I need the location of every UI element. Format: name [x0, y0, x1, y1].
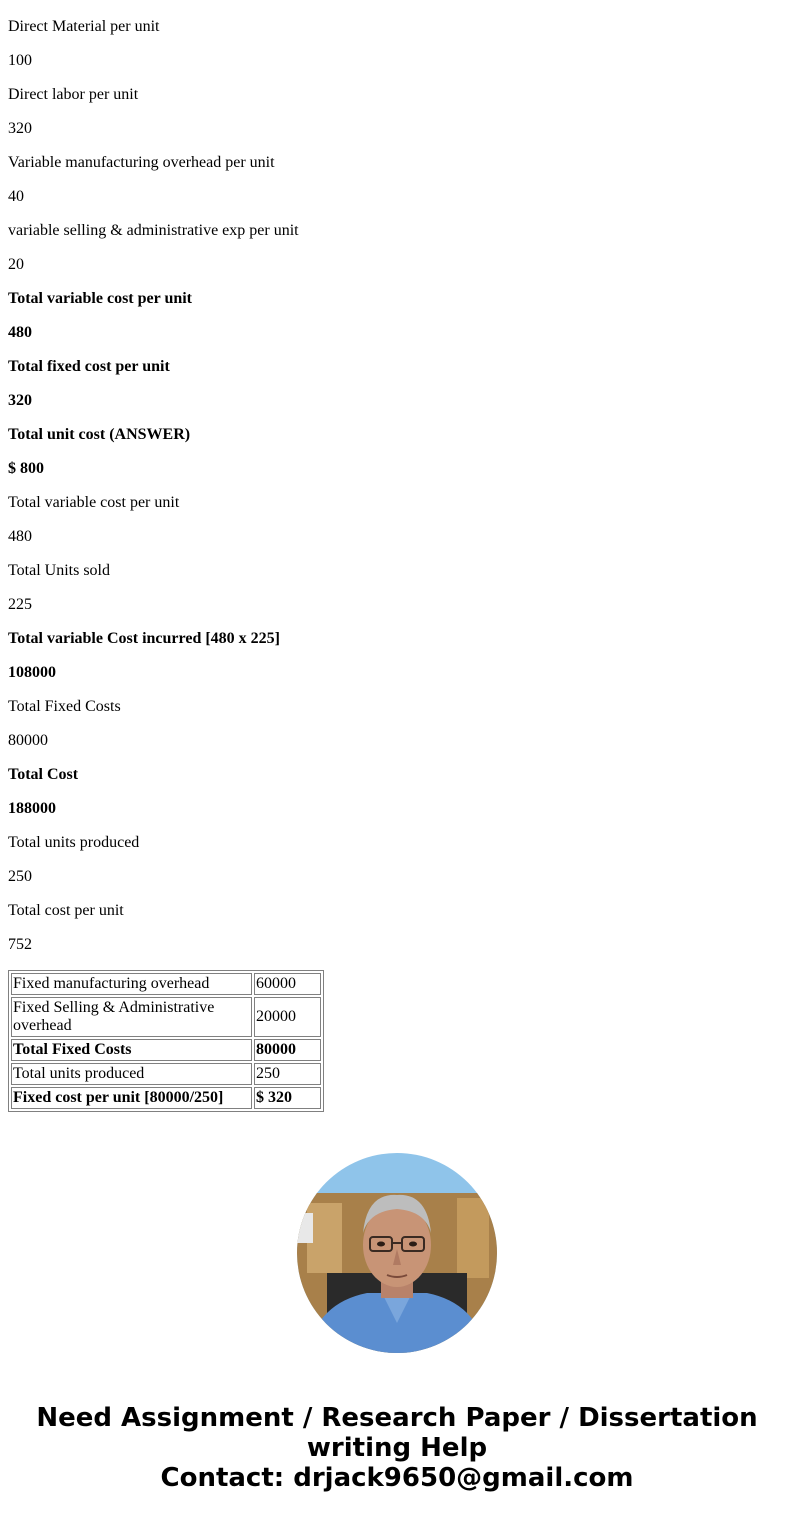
fixed-cost-table	[8, 970, 324, 1112]
table-row	[11, 1063, 321, 1085]
promo-line-1: Need Assignment / Research Paper / Dissertation	[36, 1403, 758, 1433]
text-line: Total Fixed Costs	[8, 698, 121, 715]
text-line: 480	[8, 528, 32, 545]
text-line: Total Cost	[8, 766, 79, 783]
table-row	[11, 997, 321, 1037]
text-line: variable selling & administrative exp per unit	[8, 222, 299, 239]
text-line: Total variable Cost incurred [480 x 225]	[8, 630, 280, 647]
text-line: Total variable cost per unit	[8, 494, 180, 511]
document-body	[8, 0, 786, 1112]
text-line	[8, 0, 786, 2]
text-line: Direct Material per unit	[8, 18, 160, 35]
table-cell-value: 60000	[254, 973, 321, 995]
text-line: Total fixed cost per unit	[8, 358, 170, 375]
text-line: 320	[8, 392, 32, 409]
text-line: Direct labor per unit	[8, 86, 139, 103]
promo-contact: Contact: drjack9650@gmail.com	[160, 1463, 634, 1493]
text-line: Total cost per unit	[8, 902, 124, 919]
text-line: Variable manufacturing overhead per unit	[8, 154, 275, 171]
table-row	[11, 1039, 321, 1061]
author-avatar	[297, 1153, 497, 1353]
table-cell-value: 250	[254, 1063, 321, 1085]
text-line: 250	[8, 868, 32, 885]
table-cell-value: 20000	[254, 997, 321, 1037]
text-line: 480	[8, 324, 32, 341]
table-row	[11, 973, 321, 995]
text-line: Total unit cost (ANSWER)	[8, 426, 191, 443]
table-row	[11, 1087, 321, 1109]
text-line: Total variable cost per unit	[8, 290, 193, 307]
table-cell-value: $ 320	[254, 1087, 321, 1109]
text-line: 108000	[8, 664, 56, 681]
text-line: 320	[8, 120, 32, 137]
text-line: 188000	[8, 800, 56, 817]
calculation-lines	[8, 0, 786, 954]
text-line: 40	[8, 188, 24, 205]
text-line: 100	[8, 52, 32, 69]
table-cell-label: Total units produced	[11, 1063, 252, 1085]
text-line: 752	[8, 936, 32, 953]
text-line: 80000	[8, 732, 48, 749]
table-cell-label: Fixed cost per unit [80000/250]	[11, 1087, 252, 1109]
text-line: Total units produced	[8, 834, 140, 851]
text-line: 20	[8, 256, 24, 273]
table-cell-label: Fixed manufacturing overhead	[11, 973, 252, 995]
text-line: 225	[8, 596, 32, 613]
text-line: Total Units sold	[8, 562, 110, 579]
table-cell-value: 80000	[254, 1039, 321, 1061]
table-cell-label: Fixed Selling & Administrative overhead	[11, 997, 252, 1037]
table-cell-label: Total Fixed Costs	[11, 1039, 252, 1061]
author-portrait-icon	[297, 1153, 497, 1353]
text-line: $ 800	[8, 460, 44, 477]
promo-banner	[0, 1403, 794, 1493]
promo-line-2: writing Help	[306, 1433, 488, 1463]
